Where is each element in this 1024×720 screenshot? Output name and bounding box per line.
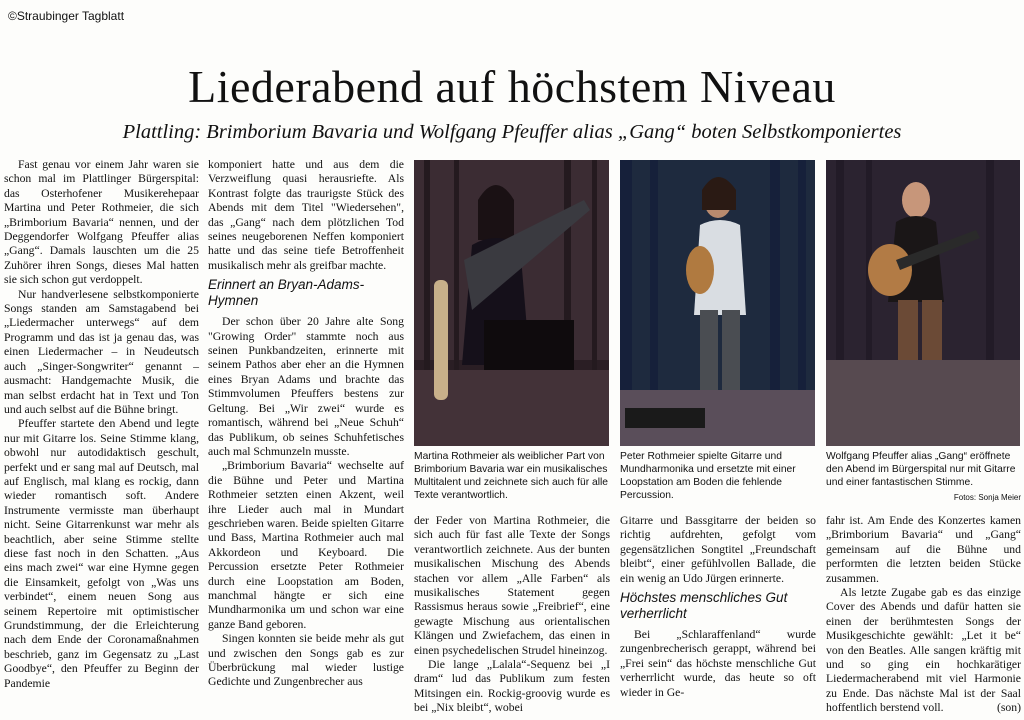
paragraph: Pfeuffer startete den Abend und legte nur mit Gitarre los. Seine Stimme klang, obwohl nur autodidaktisch geschult, perfekt und er sang mal auf Deutsch, mal auf Englisch, mal klang es rockig, dann wieder romantisch soft. Andere Instrumente vermisste man überhaupt nicht. Seine Gitarrenkunst war mehr als beachtlich, aber seine Stimme stellte diese fast noch in den Schatten. „Aus eins mach zwei“ war eine Hymne gegen die Einsamkeit, gefolgt von „Was uns verbindet“, einem neuen Song aus seinem Repertoire mit optimistischer Grundstimmung, der die Erleichterung nach dem Ende der Coronamaßnahmen beschrieb, ganz im Gegensatz zu „Last Goodbye“, den Pfeuffer zu Beginn der Pandemie xyxy=(4,417,199,690)
article-column-4 xyxy=(620,514,816,718)
photo-peter-rothmeier-image xyxy=(620,160,815,446)
photo-peter-rothmeier xyxy=(620,160,815,446)
photo-caption: Martina Rothmeier als weiblicher Part von Brimborium Bavaria war ein musikalisches Multitalent und zeichnete sich auch für alle Texte verantwortlich. xyxy=(414,451,609,501)
subheading: Höchstes menschliches Gut verherrlicht xyxy=(620,590,788,622)
paragraph: Nur handverlesene selbstkomponierte Songs standen am Samstagabend bei „Liedermacher unterwegs“ auf dem Programm und das ist ja genau das, was einen Liedermacher – in Neudeutsch auch „Singer-Songwriter“ genannt – ausmacht: Handgemachte Musik, die man selbst erdacht hat in Text und Ton und auch selbst auf die Bühne bringt. xyxy=(4,287,199,416)
paragraph: Singen konnten sie beide mehr als gut und zwischen den Songs gab es zur Überbrückung mal wieder lustige Gedichte und Zungenbrecher aus xyxy=(208,632,404,689)
photo-wolfgang-pfeuffer-image xyxy=(826,160,1020,446)
subheading: Erinnert an Bryan-Adams-Hymnen xyxy=(208,277,365,309)
paragraph: Die lange „Lalala“-Sequenz bei „I dram“ lud das Publikum zum festen Mitsingen ein. Rockig-groovig wurde es bei „Nix bleibt“, wobei xyxy=(414,658,610,715)
paragraph: fahr ist. Am Ende des Konzertes kamen „Brimborium Bavaria“ und „Gang“ gemeinsam auf die Bühne und performten die letzten beiden Stücke zusammen. xyxy=(826,514,1021,585)
article-column-1 xyxy=(4,158,199,718)
copyright-notice: ©Straubinger Tagblatt xyxy=(8,9,125,23)
article-column-3 xyxy=(414,514,610,718)
photo-martina-rothmeier-image xyxy=(414,160,609,446)
photo-martina-rothmeier xyxy=(414,160,609,446)
paragraph: „Brimborium Bavaria“ wechselte auf die Bühne und Peter und Martina Rothmeier setzten einen Akzent, weil ihre Lieder auch mal in Mundart geschrieben waren. Beide spielten Gitarre und Bass, Martina Rothmeier auch mal Akkordeon und Keyboard. Die Percussion ersetzte Peter Rothmeier durch eine Loopstation am Boden, manchmal hängte er sich eine Mundharmonika um und schon war eine ganze Band geboren. xyxy=(208,459,404,631)
photo-caption: Peter Rothmeier spielte Gitarre und Mundharmonika und ersetzte mit einer Loopstation am Boden die fehlende Percussion. xyxy=(620,451,796,501)
paragraph: Der schon über 20 Jahre alte Song "Growing Order" stammte noch aus seinen Punkbandzeiten, erinnerte mit seinem Pathos aber eher an die Hymnen eines Bryan Adams und brachte das Stimmvolumen Pfeuffers bestens zur Geltung. Bei „Wir zwei“ wurde es romantisch, während bei „Neue Schuh“ das Publikum, ob seines Schuhfetisches auch mal Schmunzeln musste. xyxy=(208,315,404,458)
paragraph: Bei „Schlaraffenland“ wurde zungenbrecherisch gerappt, während bei „Frei sein“ das höchste menschliche Gut verherrlicht wurde, das heute so oft wieder in Ge- xyxy=(620,628,816,699)
paragraph xyxy=(826,586,1021,716)
headline: Liederabend auf höchstem Niveau xyxy=(188,61,836,112)
caption-text: Wolfgang Pfeuffer alias „Gang“ eröffnete den Abend im Bürgerspital nur mit Gitarre und einer fantastischen Stimme. xyxy=(826,451,1016,488)
paragraph: der Feder von Martina Rothmeier, die sich auch für fast alle Texte der Songs verantwortlich zeichnete. Aus der bunten musikalischen Mischung des Abends stachen vor allem „Alle Farben“ als musikalisches Statement gegen Rassismus heraus sowie „Freibrief“, eine gewagte Mischung aus orientalischen Klängen und Zwiefachem, das einen in einen psychedelischen Strudel hineinzog. xyxy=(414,514,610,657)
article-column-2 xyxy=(208,158,404,718)
paragraph: komponiert hatte und aus dem die Verzweiflung quasi herausriefte. Als Kontrast folgte das traurigste Stück des Abends mit dem Titel "Wiedersehen", das „Gang“ nach dem plötzlichen Tod seines neugeborenen Neffen komponiert hatte und das seine tiefe Betroffenheit musikalisch mehr als greifbar machte. xyxy=(208,158,404,272)
photo-caption xyxy=(826,450,1021,504)
author-signature: (son) xyxy=(996,701,1021,715)
photo-wolfgang-pfeuffer xyxy=(826,160,1020,446)
paragraph: Fast genau vor einem Jahr waren sie schon mal im Plattlinger Bürgerspital: das Osterhofener Musikerehepaar Martina und Peter Rothmeier, die sich „Brimborium Bavaria“ nennen, und der Deggendorfer Wolfgang Pfeuffer alias „Gang“. Damals lauschten um die 25 Zuhörer ihren Songs, dieses Mal hatten sie sich schon gut verdoppelt. xyxy=(4,158,199,287)
article-column-5 xyxy=(826,514,1021,718)
paragraph-text: Als letzte Zugabe gab es das einzige Cover des Abends und dafür hatten sie einen der berühmtesten Songs der Musikgeschichte gewählt: „Let it be“ von den Beatles. Alle sangen kräftig mit und so ging ein hochkarätiger Liedermacherabend mit viel Harmonie zu Ende. Das nächste Mal ist der Saal hoffentlich berstend voll. xyxy=(826,586,1021,715)
paragraph: Gitarre und Bassgitarre der beiden so richtig aufdrehten, gefolgt vom gegensätzlichen Songtitel „Freundschaft bleibt“, einer gefühlvollen Ballade, die ein wenig an Udo Jürgen erinnerte. xyxy=(620,514,816,585)
subheadline: Plattling: Brimborium Bavaria und Wolfgang Pfeuffer alias „Gang“ boten Selbstkomponiertes xyxy=(122,121,902,143)
photo-credit: Fotos: Sonja Meier xyxy=(953,493,1021,502)
